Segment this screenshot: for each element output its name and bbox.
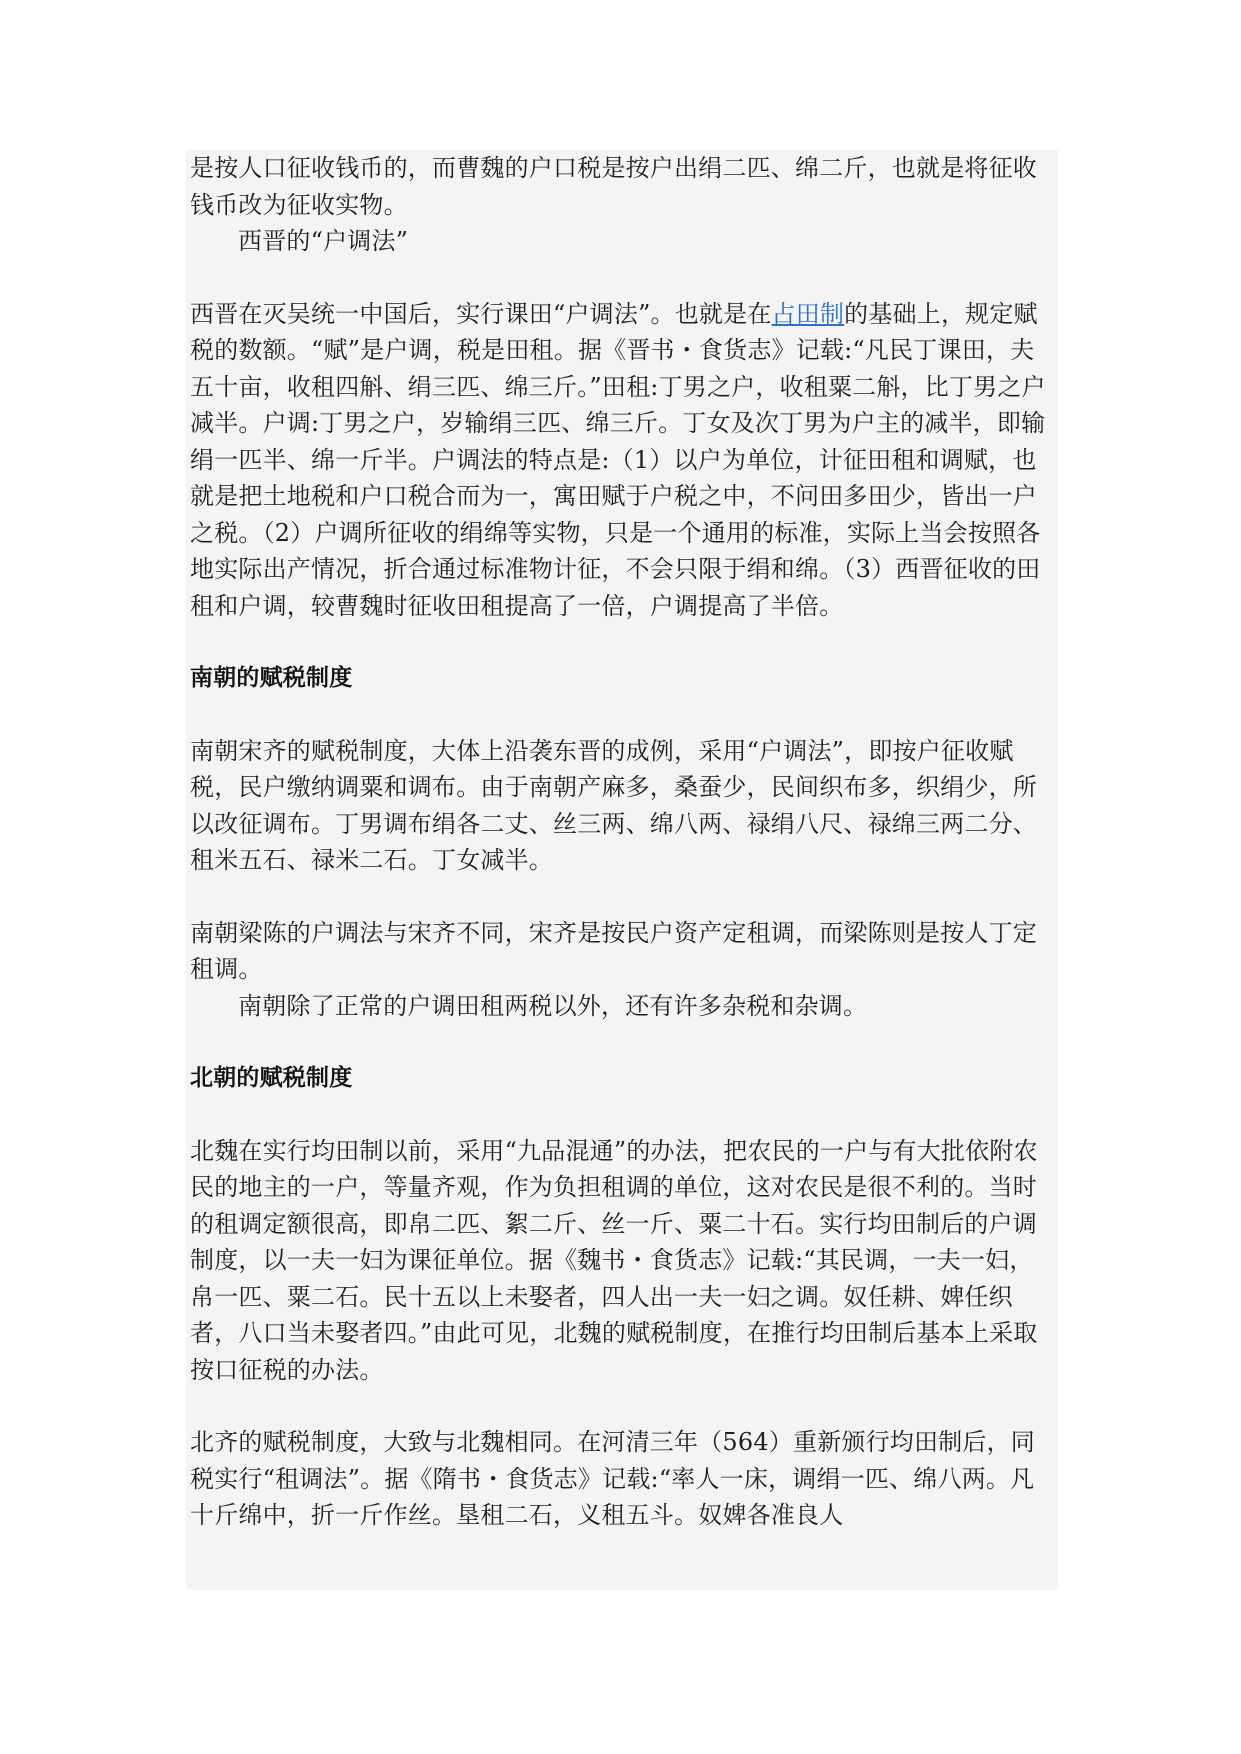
text-block bbox=[186, 150, 1058, 1590]
text-span: 西晋在灭吴统一中国后，实行课田“户调法”。也就是在 bbox=[190, 299, 772, 328]
subheading-western-jin: 西晋的“户调法” bbox=[238, 227, 409, 255]
zhantian-link[interactable]: 占田制 bbox=[771, 299, 845, 328]
paragraph-northern-wei: 北魏在实行均田制以前，采用“九品混通”的办法，把农民的一户与有大批依附农民的地主的一户，等量齐观，作为负担租调的单位，这对农民是很不利的。当时的租调定额很高，即帛二匹、絮二斤、丝一斤、粟二十石。实行均田制后的户调制度，以一夫一妇为课征单位。据《魏书・食货志》记载:“其民调，一夫一妇，帛一匹、粟二石。民十五以上未娶者，四人出一夫一妇之调。奴任耕、婢任织者，八口当未娶者四。”由此可见，北魏的赋税制度，在推行均田制后基本上采取按口征税的办法。 bbox=[190, 1136, 1038, 1384]
paragraph-south-misc: 南朝除了正常的户调田租两税以外，还有许多杂税和杂调。 bbox=[238, 991, 868, 1020]
spacer bbox=[190, 1024, 1050, 1060]
paragraph-intro: 是按人口征收钱币的，而曹魏的户口税是按户出绢二匹、绵二斤，也就是将征收钱币改为征收实物。 bbox=[190, 154, 1037, 219]
spacer bbox=[190, 879, 1050, 915]
spacer bbox=[190, 1388, 1050, 1424]
text-span: 的基础上，规定赋税的数额。“赋”是户调，税是田租。据《晋书・食货志》记载:“凡民丁课田，夫五十亩，收租四斛、绢三匹、绵三斤。”田租:丁男之户，收租粟二斛，比丁男之户减半。户调:丁男之户，岁输绢三匹、绵三斤。丁女及次丁男为户主的减半，即输绢一匹半、绵一斤半。户调法的特点是:（1）以户为单位，计征田租和调赋，也就是把土地税和户口税合而为一，寓田赋于户税之中，不问田多田少，皆出一户之税。（2）户调所征收的绢绵等实物，只是一个通用的标准，实际上当会按照各地实际出产情况，折合通过标准物计征，不会只限于绢和绵。（3）西晋征收的田租和户调，较曹魏时征收田租提高了一倍，户调提高了半倍。 bbox=[190, 299, 1046, 620]
paragraph-liang-chen: 南朝梁陈的户调法与宋齐不同，宋齐是按民户资产定租调，而梁陈则是按人丁定租调。 bbox=[190, 918, 1037, 983]
heading-north: 北朝的赋税制度 bbox=[190, 1065, 353, 1091]
paragraph-western-jin bbox=[190, 296, 1050, 625]
heading-south: 南朝的赋税制度 bbox=[190, 665, 353, 691]
spacer bbox=[190, 624, 1050, 660]
spacer bbox=[190, 697, 1050, 733]
paragraph-song-qi: 南朝宋齐的赋税制度，大体上沿袭东晋的成例，采用“户调法”，即按户征收赋税，民户缴纳调粟和调布。由于南朝产麻多，桑蚕少，民间织布多，织绢少，所以改征调布。丁男调布绢各二丈、丝三两、绵八两、禄绢八尺、禄绵三两二分、租米五石、禄米二石。丁女减半。 bbox=[190, 736, 1037, 874]
article-body bbox=[190, 150, 1050, 1534]
spacer bbox=[190, 260, 1050, 296]
paragraph-northern-qi: 北齐的赋税制度，大致与北魏相同。在河清三年（564）重新颁行均田制后，同税实行“租调法”。据《隋书・食货志》记载:“率人一床，调绢一匹、绵八两。凡十斤绵中，折一斤作丝。垦租二石，义租五斗。奴婢各准良人 bbox=[190, 1428, 1036, 1529]
spacer bbox=[190, 1097, 1050, 1133]
